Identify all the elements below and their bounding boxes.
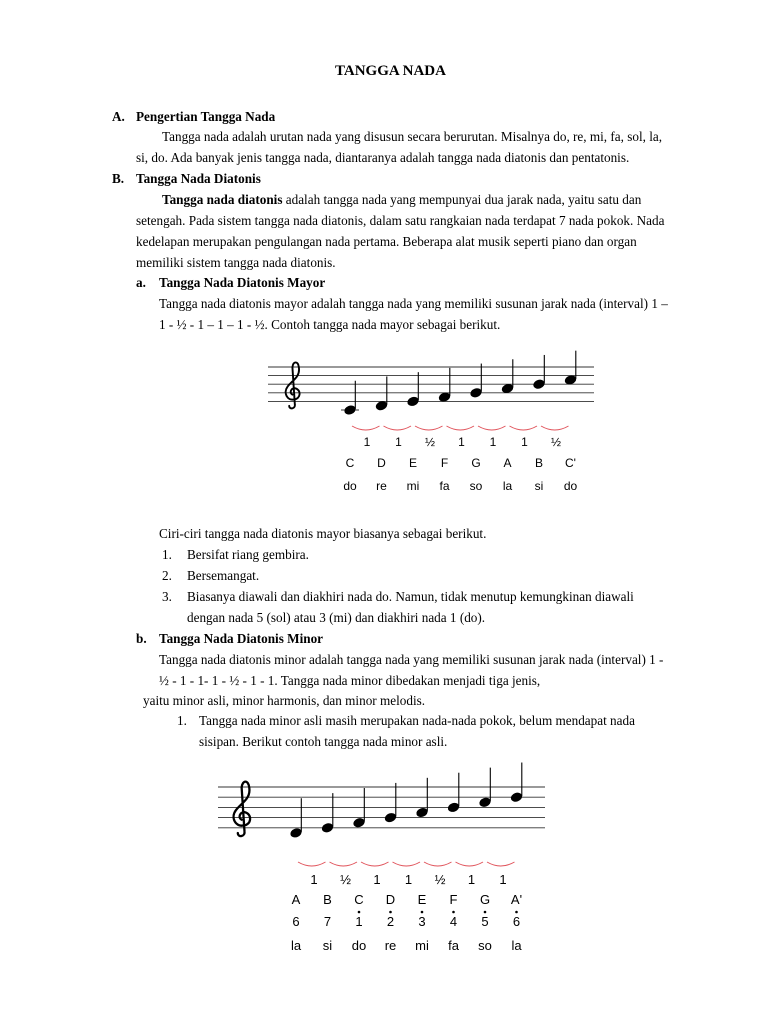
note-letter: A	[503, 456, 512, 470]
interval-label: 1	[373, 872, 381, 887]
list-item: Bersifat riang gembira.	[187, 547, 309, 562]
interval-slur	[541, 426, 569, 430]
note-letter: E	[408, 456, 418, 470]
paragraph-line: Tangga nada diatonis minor adalah tangga nada yang memiliki susunan jarak nada (interval) 1 -	[159, 652, 664, 667]
interval-label: ½	[424, 435, 436, 449]
note-letter: A	[291, 892, 301, 907]
solfege-syllable: do	[563, 479, 578, 493]
solfege-syllable: fa	[448, 938, 459, 953]
note-letter: C	[354, 892, 364, 907]
interval-label: 1	[458, 435, 465, 449]
paragraph-line: Ciri-ciri tangga nada diatonis mayor biasanya sebagai berikut.	[159, 526, 487, 541]
page-title: TANGGA NADA	[335, 63, 446, 79]
number-notation: 7	[323, 914, 332, 929]
list-item-continuation: sisipan. Berikut contoh tangga nada minor asli.	[199, 734, 448, 749]
list-item: Bersemangat.	[187, 568, 260, 583]
note-letter: G	[479, 892, 491, 907]
list-number: 2.	[162, 568, 172, 583]
solfege-syllable: re	[384, 938, 397, 953]
interval-slur	[510, 426, 538, 430]
paragraph-line: Tangga nada adalah urutan nada yang disusun secara berurutan. Misalnya do, re, mi, fa, sol, la,	[162, 129, 663, 144]
term-bold: Tangga nada diatonis	[162, 192, 283, 207]
paragraph-line: Tangga nada diatonis mayor adalah tangga nada yang memiliki susunan jarak nada (interval) 1 –	[159, 296, 668, 311]
solfege-syllable: si	[534, 479, 544, 493]
solfege-syllable: do	[351, 938, 367, 953]
note-letter: E	[417, 892, 427, 907]
paragraph-line: setengah. Pada sistem tangga nada diatonis, dalam satu rangkaian nada terdapat 7 nada pokok. Nada	[136, 213, 665, 228]
number-notation: 4	[449, 914, 458, 929]
section-b-label: B.	[112, 171, 125, 186]
interval-label: 1	[310, 872, 318, 887]
paragraph-line: 1 - ½ - 1 – 1 – 1 - ½. Contoh tangga nada mayor sebagai berikut.	[159, 317, 501, 332]
note-letter: A'	[510, 892, 523, 907]
octave-dot-marker	[389, 911, 392, 914]
number-notation: 6	[512, 914, 521, 929]
note-letter: B	[323, 892, 332, 907]
interval-label: 1	[363, 435, 371, 449]
interval-label: 1	[521, 435, 528, 449]
interval-slur	[298, 862, 326, 866]
solfege-syllable: la	[502, 479, 513, 493]
subsection-a-label: a.	[136, 275, 146, 290]
list-number: 1.	[162, 547, 172, 562]
paragraph-text: adalah tangga nada yang mempunyai dua jarak nada, yaitu satu dan	[282, 192, 642, 207]
subsection-b-heading: Tangga Nada Diatonis Minor	[159, 631, 324, 646]
note-letter: F	[440, 456, 449, 470]
interval-slur	[424, 862, 452, 866]
interval-label: 1	[489, 435, 497, 449]
interval-slur	[384, 426, 412, 430]
solfege-syllable: so	[469, 479, 483, 493]
section-a-heading: Pengertian Tangga Nada	[136, 109, 276, 124]
paragraph-line: ½ - 1 - 1- 1 - ½ - 1 - 1. Tangga nada minor dibedakan menjadi tiga jenis,	[159, 673, 541, 688]
interval-label: 1	[395, 435, 402, 449]
interval-slur	[415, 426, 443, 430]
solfege-syllable: la	[290, 938, 302, 953]
list-number: 1.	[177, 713, 187, 728]
solfege-syllable: do	[343, 479, 357, 493]
interval-slur	[330, 862, 358, 866]
list-item-continuation: dengan nada 5 (sol) atau 3 (mi) dan diakhiri nada 1 (do).	[187, 610, 486, 625]
number-notation: 5	[481, 914, 489, 929]
solfege-syllable: si	[322, 938, 333, 953]
number-notation: 3	[418, 914, 426, 929]
paragraph-line: kedelapan merupakan pengulangan nada pertama. Beberapa alat musik seperti piano dan organ	[136, 234, 637, 249]
list-number: 3.	[162, 589, 172, 604]
minor-scale-staff	[218, 763, 545, 953]
octave-dot-marker	[484, 911, 487, 914]
interval-slur	[352, 426, 380, 430]
number-notation: 2	[386, 914, 395, 929]
octave-dot-marker	[421, 911, 424, 914]
solfege-syllable: mi	[415, 938, 429, 953]
interval-label: 1	[499, 872, 507, 887]
note-letter: C'	[565, 456, 576, 470]
octave-dot-marker	[452, 911, 455, 914]
interval-label: ½	[434, 872, 446, 887]
number-notation: 1	[355, 914, 363, 929]
octave-dot-marker	[358, 911, 361, 914]
solfege-syllable: fa	[439, 479, 450, 493]
list-item: Tangga nada minor asli masih merupakan nada-nada pokok, belum mendapat nada	[199, 713, 635, 728]
note-letter: F	[449, 892, 458, 907]
interval-label: 1	[404, 872, 413, 887]
section-b-heading: Tangga Nada Diatonis	[136, 171, 261, 186]
subsection-a-heading: Tangga Nada Diatonis Mayor	[159, 275, 326, 290]
note-letter: C	[345, 456, 355, 470]
list-item: Biasanya diawali dan diakhiri nada do. Namun, tidak menutup kemungkinan diawali	[187, 589, 634, 604]
interval-slur	[478, 426, 506, 430]
note-letter: D	[385, 892, 396, 907]
major-scale-staff	[268, 351, 594, 493]
note-letter: B	[534, 456, 544, 470]
interval-slur	[361, 862, 389, 866]
subsection-b-label: b.	[136, 631, 147, 646]
section-a-label: A.	[112, 109, 125, 124]
paragraph-line: memiliki sistem tangga nada diatonis.	[136, 255, 336, 270]
solfege-syllable: la	[511, 938, 522, 953]
paragraph-line: yaitu minor asli, minor harmonis, dan minor melodis.	[143, 693, 426, 708]
interval-slur	[456, 862, 484, 866]
interval-label: ½	[550, 435, 562, 449]
octave-dot-marker	[515, 911, 518, 914]
interval-slur	[393, 862, 421, 866]
interval-label: 1	[467, 872, 476, 887]
paragraph-line: si, do. Ada banyak jenis tangga nada, diantaranya adalah tangga nada diatonis dan pentatonis.	[136, 150, 630, 165]
number-notation: 6	[292, 914, 300, 929]
solfege-syllable: re	[376, 479, 387, 493]
note-letter: D	[377, 456, 386, 470]
interval-label: ½	[340, 872, 351, 887]
interval-slur	[487, 862, 515, 866]
solfege-syllable: so	[478, 938, 492, 953]
solfege-syllable: mi	[406, 479, 420, 493]
note-letter: G	[471, 456, 481, 470]
interval-slur	[447, 426, 475, 430]
